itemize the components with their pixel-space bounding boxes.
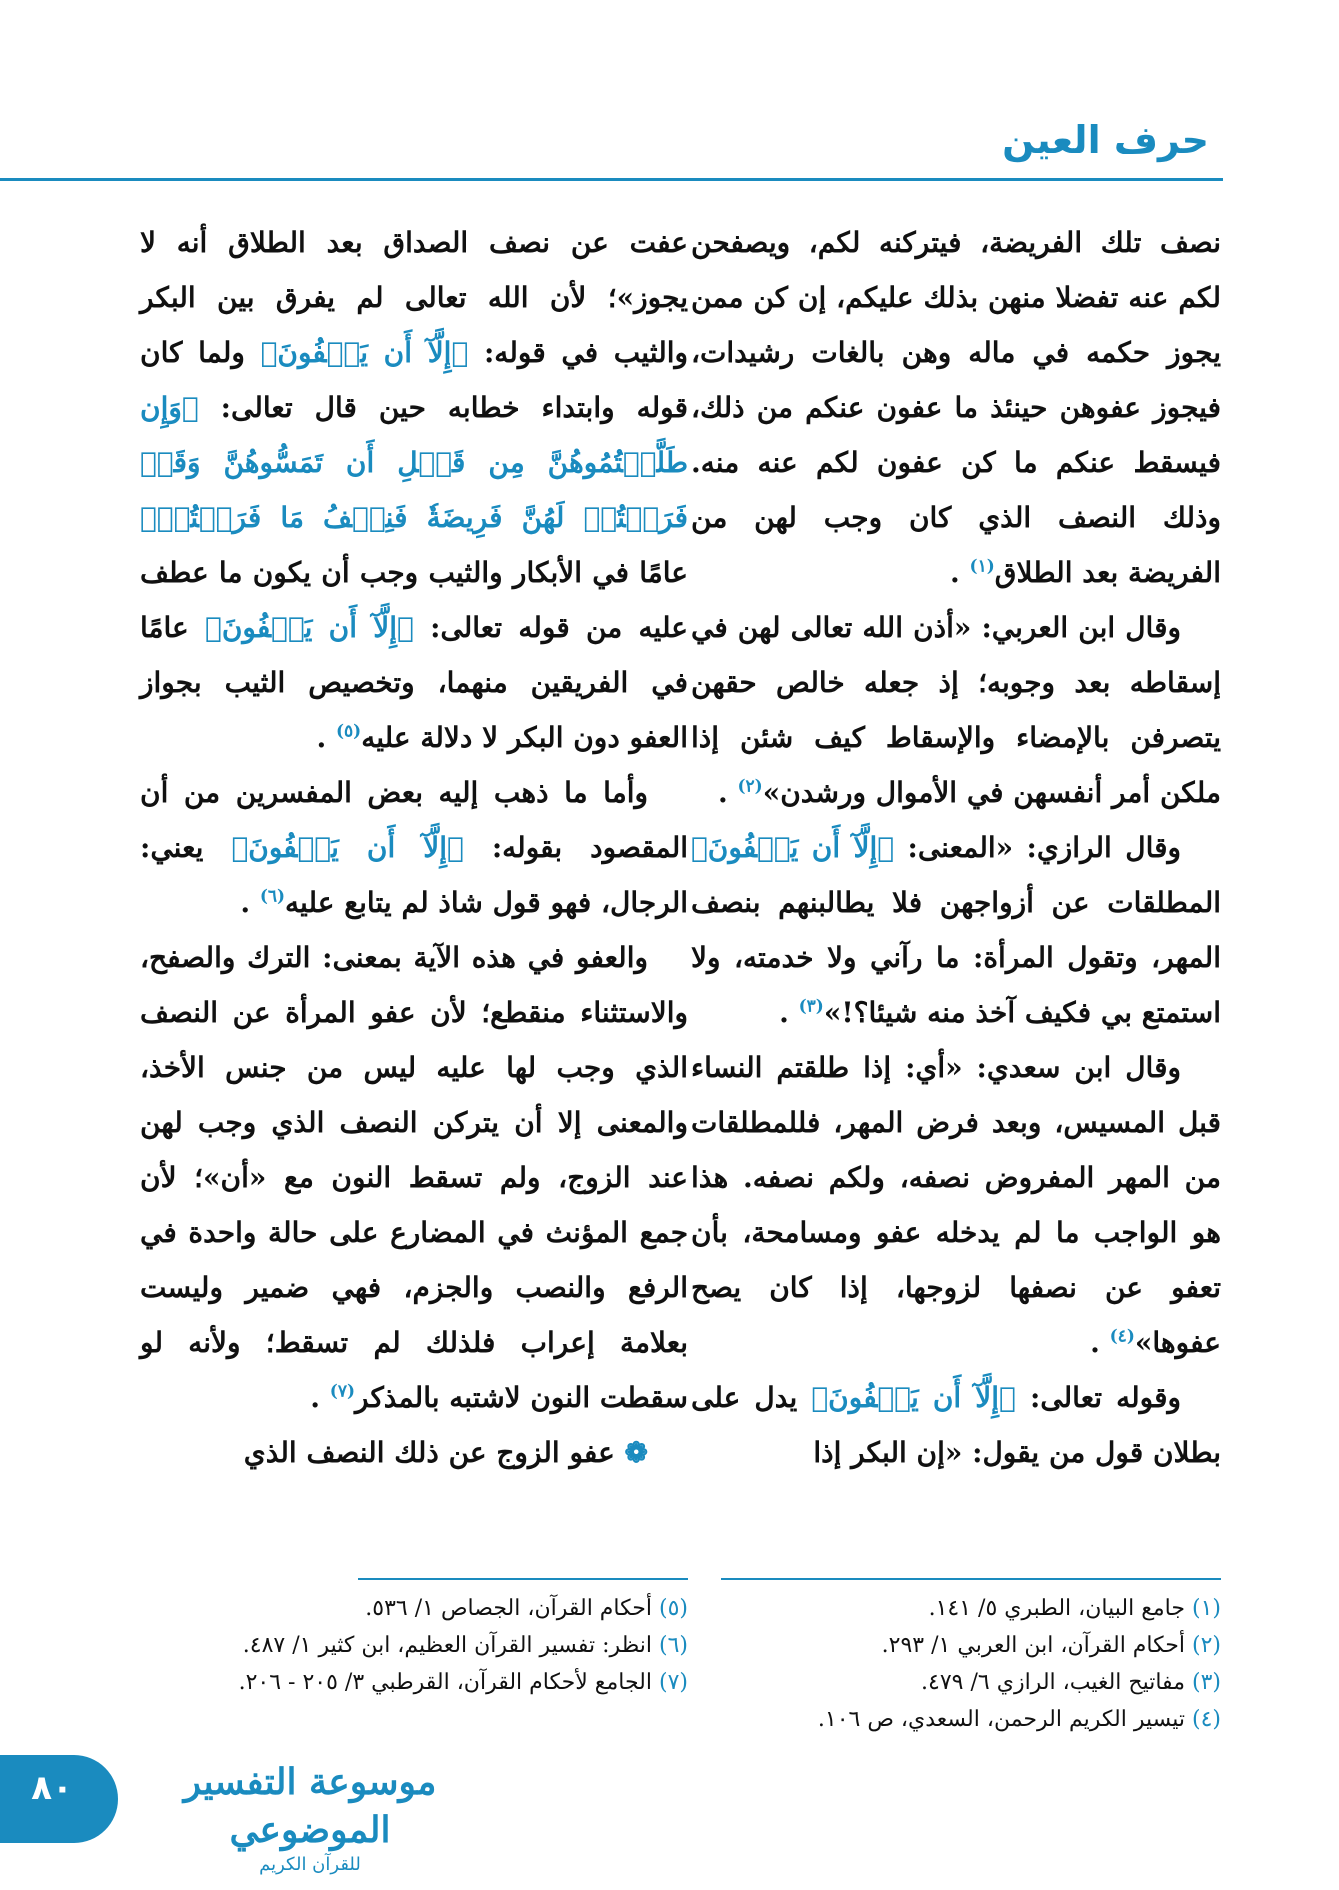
paragraph (691, 1370, 1221, 1480)
footnote-number: (٢) (1191, 1633, 1221, 1658)
footnote-text: مفاتيح الغيب، الرازي ٦/ ٤٧٩. (921, 1670, 1185, 1695)
footnote-text: الجامع لأحكام القرآن، القرطبي ٣/ ٢٠٥ - ٢٠٦. (238, 1670, 652, 1695)
paragraph-text: نصف تلك الفريضة، فيتركنه لكم، ويصفحن لكم عنه تفضلا منهن بذلك عليكم، إن كن ممن يجوز حكمه في ماله وهن بالغات رشيدات، فيجوز عفوهن حينئذ ما عفون عنكم من ذلك، فيسقط عنكم ما كن عفون لكم عنه منه. وذلك النصف الذي كان وجب لهن من الفريضة بعد الطلاق (691, 226, 1221, 589)
footnote-ref[interactable]: (٣) (798, 996, 824, 1017)
footnote-text: أحكام القرآن، ابن العربي ١/ ٢٩٣. (881, 1633, 1185, 1658)
punctuation: . (950, 556, 960, 589)
paragraph-text: يدل على بطلان قول من يقول: «إن البكر إذا (691, 1381, 1221, 1469)
footnotes-left (140, 1590, 688, 1701)
footnote-text: أحكام القرآن، الجصاص ١/ ٥٣٦. (365, 1596, 652, 1621)
quran-verse: ﴿إِلَّآ أَن يَعۡفُونَ﴾ (231, 831, 464, 864)
punctuation: . (240, 886, 251, 919)
paragraph (691, 1040, 1221, 1370)
punctuation: . (717, 776, 728, 809)
footnote-ref[interactable]: (٦) (259, 886, 286, 907)
paragraph (691, 820, 1221, 1040)
footnote (140, 1627, 688, 1664)
footnote-ref[interactable]: (١) (969, 556, 995, 577)
footnote-divider-right (721, 1578, 1221, 1580)
paragraph-text: عامًا في الأبكار والثيب وجب أن يكون ما عطف عليه من قوله تعالى: (140, 556, 688, 644)
paragraph (140, 930, 688, 1425)
paragraph-text: يعني: الرجال، فهو قول شاذ لم يتابع عليه (140, 831, 688, 919)
punctuation: . (310, 1381, 321, 1414)
footnote-ref[interactable]: (٢) (737, 776, 763, 797)
punctuation: . (779, 996, 789, 1029)
chapter-title: حرف العين (1002, 118, 1209, 162)
quran-verse: ﴿إِلَّآ أَن يَعۡفُونَ﴾ (205, 611, 414, 644)
section-heading-text: عفو الزوج عن ذلك النصف الذي (243, 1436, 615, 1469)
paragraph-text: ولما كان قوله وابتداء خطابه حين قال تعالى: (140, 336, 688, 424)
footnotes-right (721, 1590, 1221, 1738)
quran-verse: ﴿وَإِن طَلَّقۡتُمُوهُنَّ مِن قَبۡلِ أَن تَمَسُّوهُنَّ وَقَدۡ فَرَضۡتُمۡ لَهُنَّ فَرِيضَةٗ فَنِصۡفُ مَا فَرَضۡتُمۡ﴾ (140, 391, 688, 534)
paragraph-text: وقال ابن سعدي: «أي: إذا طلقتم النساء قبل المسيس، وبعد فرض المهر، فللمطلقات من المهر المفروض نصفه، ولكم نصفه. هذا هو الواجب ما لم يدخله عفو ومسامحة، بأن تعفو عن نصفها لزوجها، إذا كان يصح عفوها» (691, 1051, 1221, 1359)
paragraph-text: وأما ما ذهب إليه بعض المفسرين من أن المقصود بقوله: (140, 776, 689, 864)
quran-verse: ﴿إِلَّآ أَن يَعۡفُونَ﴾ (811, 1381, 1016, 1414)
paragraph (140, 765, 688, 930)
right-column (691, 215, 1221, 1480)
paragraph-text: وقال ابن العربي: «أذن الله تعالى لهن في إسقاطه بعد وجوبه؛ إذ جعله خالص حقهن يتصرفن بالإمضاء والإسقاط كيف شئن إذا ملكن أمر أنفسهن في الأموال ورشدن» (691, 611, 1221, 809)
footnote-number: (١) (1191, 1596, 1221, 1621)
footnote-number: (٧) (658, 1670, 688, 1695)
footnote-number: (٦) (658, 1633, 688, 1658)
left-column (140, 215, 688, 1480)
footnote-number: (٥) (658, 1596, 688, 1621)
paragraph (140, 215, 688, 765)
flower-icon: ❁ (624, 1436, 648, 1469)
footnote-ref[interactable]: (٤) (1109, 1326, 1135, 1347)
footnote-text: جامع البيان، الطبري ٥/ ١٤١. (928, 1596, 1185, 1621)
punctuation: . (316, 721, 327, 754)
footnote (140, 1664, 688, 1701)
paragraph-text: المطلقات عن أزواجهن فلا يطالبنهم بنصف المهر، وتقول المرأة: ما رآني ولا خدمته، ولا استمتع بي فكيف آخذ منه شيئا؟!» (691, 886, 1221, 1029)
paragraph-text: والعفو في هذه الآية بمعنى: الترك والصفح، والاستثناء منقطع؛ لأن عفو المرأة عن النصف الذي وجب لها عليه ليس من جنس الأخذ، والمعنى إلا أن يتركن النصف الذي وجب لهن عند الزوج، ولم تسقط النون مع «أن»؛ لأن جمع المؤنث في المضارع على حالة واحدة في الرفع والنصب والجزم، فهي ضمير وليست بعلامة إعراب فلذلك لم تسقط؛ ولأنه لو سقطت النون لاشتبه بالمذكر (140, 941, 688, 1414)
footnote (721, 1590, 1221, 1627)
quran-verse: ﴿إِلَّآ أَن يَعۡفُونَ﴾ (260, 336, 469, 369)
footnote-ref[interactable]: (٧) (329, 1381, 356, 1402)
footnote (721, 1664, 1221, 1701)
header-divider (0, 178, 1223, 181)
footnote-number: (٤) (1191, 1707, 1221, 1732)
footnote-ref[interactable]: (٥) (335, 721, 362, 742)
series-subtitle: للقرآن الكريم (259, 1854, 361, 1875)
footnote-divider-left (358, 1578, 688, 1580)
punctuation: . (1090, 1326, 1100, 1359)
paragraph-text: عفت عن نصف الصداق بعد الطلاق أنه لا يجوز»؛ لأن الله تعالى لم يفرق بين البكر والثيب في قوله: (140, 226, 689, 369)
footnote (721, 1701, 1221, 1738)
footnote-text: انظر: تفسير القرآن العظيم، ابن كثير ١/ ٤٨٧. (242, 1633, 652, 1658)
paragraph-text: وقوله تعالى: (1029, 1381, 1182, 1414)
footnote (140, 1590, 688, 1627)
paragraph-text: وقال الرازي: «المعنى: (907, 831, 1182, 864)
footnote (721, 1627, 1221, 1664)
series-title: موسوعة التفسير الموضوعي (183, 1761, 437, 1851)
paragraph (691, 215, 1221, 600)
section-heading (140, 1425, 688, 1480)
series-logo (140, 1758, 480, 1875)
footnote-number: (٣) (1191, 1670, 1221, 1695)
page-header (0, 0, 1339, 190)
footnote-text: تيسير الكريم الرحمن، السعدي، ص ١٠٦. (817, 1707, 1185, 1732)
quran-verse: ﴿إِلَّآ أَن يَعۡفُونَ﴾ (691, 831, 895, 864)
page-number: ٨٠ (31, 1768, 73, 1808)
paragraph-text: عامًا في الفريقين منهما، وتخصيص الثيب بجواز العفو دون البكر لا دلالة عليه (140, 611, 688, 754)
paragraph (691, 600, 1221, 820)
